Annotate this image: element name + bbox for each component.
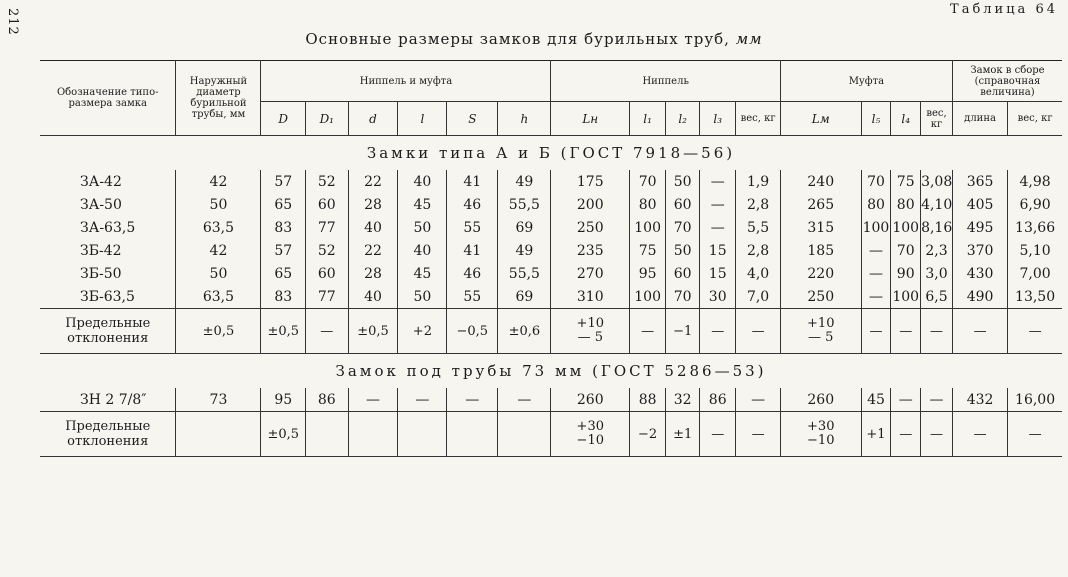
cell-value: 260: [780, 388, 861, 412]
cell-value: —: [447, 388, 498, 412]
cell-value: 63,5: [176, 216, 261, 239]
cell-deviation: [176, 412, 261, 457]
cell-value: 2,8: [736, 239, 781, 262]
dimensions-table: [40, 60, 1062, 457]
row-designation: ЗА-42: [40, 170, 176, 193]
caption-text: Основные размеры замков для бурильных труб,: [305, 30, 736, 48]
cell-value: 49: [498, 170, 551, 193]
cell-value: 405: [952, 193, 1007, 216]
table-label: Таблица 64: [950, 2, 1058, 17]
cell-value: 5,10: [1019, 242, 1051, 259]
lower-deviation: — 5: [808, 330, 834, 345]
cell-value: 90: [891, 262, 921, 285]
col-Lm: Lм: [780, 102, 861, 136]
stacked-value: [577, 317, 604, 345]
cell-deviation: ±0,5: [261, 412, 306, 457]
cell-value: 430: [952, 262, 1007, 285]
cell-value: 370: [952, 239, 1007, 262]
cell-value: 80: [891, 193, 921, 216]
cell-value: 315: [780, 216, 861, 239]
cell-value: 42: [176, 170, 261, 193]
cell-deviation: [348, 412, 398, 457]
cell-value: —: [861, 262, 891, 285]
cell-value: 22: [348, 239, 398, 262]
upper-deviation: +30: [807, 419, 835, 434]
cell-value: 40: [398, 170, 447, 193]
cell-value: 100: [630, 285, 666, 309]
col-l: l: [398, 102, 447, 136]
cell-value: 52: [306, 170, 348, 193]
lower-deviation: −10: [807, 433, 835, 448]
cell-value: —: [498, 388, 551, 412]
cell-value: —: [861, 239, 891, 262]
stacked-value: [577, 420, 604, 448]
cell-value: 70: [630, 170, 666, 193]
cell-deviation: —: [1008, 309, 1062, 354]
cell-deviation: [498, 412, 551, 457]
section1-deviations: [40, 309, 1062, 354]
cell-value: 432: [952, 388, 1007, 412]
deviation-row: [40, 412, 1062, 457]
table-row: [40, 193, 1062, 216]
row-designation: ЗА-63,5: [40, 216, 176, 239]
cell-value: 41: [447, 170, 498, 193]
col-h: h: [498, 102, 551, 136]
deviation-label: Предельные отклонения: [40, 309, 176, 354]
cell-value: 42: [176, 239, 261, 262]
cell-value: 40: [398, 239, 447, 262]
cell-deviation: —: [630, 309, 666, 354]
section-title-73: Замок под трубы 73 мм (ГОСТ 5286—53): [40, 354, 1062, 389]
cell-deviation-stacked: [551, 412, 630, 457]
row-designation: ЗБ-63,5: [40, 285, 176, 309]
cell-deviation: —: [921, 309, 953, 354]
cell-value: 495: [952, 216, 1007, 239]
header-designation: Обозначение типо-размера замка: [40, 61, 176, 136]
row-designation: ЗА-50: [40, 193, 176, 216]
cell-deviation: —: [736, 412, 781, 457]
cell-value: 55: [447, 216, 498, 239]
cell-value: 86: [700, 388, 736, 412]
header-assembled: Замок в сборе (справочная величина): [952, 61, 1062, 102]
cell-value: 50: [666, 239, 700, 262]
cell-value: 15: [700, 262, 736, 285]
cell-value: 60: [306, 262, 348, 285]
cell-value: 1,9: [736, 170, 781, 193]
cell-deviation: —: [891, 309, 921, 354]
cell-value: 265: [780, 193, 861, 216]
cell-value: 50: [398, 216, 447, 239]
cell-value: 45: [398, 262, 447, 285]
cell-deviation: −1: [666, 309, 700, 354]
cell-value: 5,5: [736, 216, 781, 239]
cell-value: 185: [780, 239, 861, 262]
cell-deviation: —: [921, 412, 953, 457]
cell-value: 100: [891, 216, 921, 239]
cell-deviation: [447, 412, 498, 457]
col-l1: l₁: [630, 102, 666, 136]
cell-deviation: +1: [861, 412, 891, 457]
cell-value: 50: [176, 193, 261, 216]
cell-value: 83: [261, 216, 306, 239]
cell-value: 55,5: [498, 262, 551, 285]
cell-value: 6,90: [1019, 196, 1051, 213]
cell-value: 50: [666, 170, 700, 193]
cell-value: 70: [891, 239, 921, 262]
cell-value: 250: [780, 285, 861, 309]
cell-value: 60: [666, 193, 700, 216]
cell-value: —: [921, 388, 953, 412]
cell-deviation: −2: [630, 412, 666, 457]
header-nipple-coupling: Ниппель и муфта: [261, 61, 551, 102]
cell-value: —: [700, 193, 736, 216]
cell-deviation: ±1: [666, 412, 700, 457]
cell-value: 490: [952, 285, 1007, 309]
cell-deviation: ±0,5: [261, 309, 306, 354]
cell-value: 28: [348, 193, 398, 216]
col-D: D: [261, 102, 306, 136]
cell-value: 45: [398, 193, 447, 216]
row-designation: ЗБ-50: [40, 262, 176, 285]
cell-value: 70: [666, 216, 700, 239]
cell-value: 50: [176, 262, 261, 285]
cell-value: 49: [498, 239, 551, 262]
cell-value: 41: [447, 239, 498, 262]
upper-deviation: +10: [807, 316, 835, 331]
cell-value: 2,8: [736, 193, 781, 216]
upper-deviation: +30: [576, 419, 604, 434]
cell-value: 70: [666, 285, 700, 309]
cell-value: 55,5: [498, 193, 551, 216]
cell-value: 80: [861, 193, 891, 216]
cell-value: 6,5: [921, 285, 953, 309]
table-row: [40, 170, 1062, 193]
cell-value: 77: [306, 285, 348, 309]
col-weight-coupling: вес, кг: [921, 102, 953, 136]
col-Ln: Lн: [551, 102, 630, 136]
cell-value: 86: [306, 388, 348, 412]
cell-value: 2,3: [921, 239, 953, 262]
cell-value: 60: [306, 193, 348, 216]
cell-value: —: [398, 388, 447, 412]
lower-deviation: — 5: [577, 330, 603, 345]
cell-value: 57: [261, 239, 306, 262]
cell-value: 30: [700, 285, 736, 309]
table-row: [40, 388, 1062, 412]
col-S: S: [447, 102, 498, 136]
cell-value: 65: [261, 193, 306, 216]
header-outer-diameter: Наружный диаметр бурильной трубы, мм: [176, 61, 261, 136]
cell-deviation: —: [700, 412, 736, 457]
col-weight-total: вес, кг: [1008, 102, 1062, 136]
section-title-a-b: Замки типа А и Б (ГОСТ 7918—56): [40, 136, 1062, 171]
cell-value: 13,66: [1015, 219, 1056, 236]
col-length: длина: [952, 102, 1007, 136]
cell-value: 69: [498, 285, 551, 309]
cell-value: 45: [861, 388, 891, 412]
cell-value: 75: [891, 170, 921, 193]
col-weight-nipple: вес, кг: [736, 102, 781, 136]
cell-value: 220: [780, 262, 861, 285]
cell-value: 310: [551, 285, 630, 309]
cell-value: 4,10: [921, 193, 953, 216]
col-l4: l₄: [891, 102, 921, 136]
section2-rows: [40, 388, 1062, 412]
cell-value: 100: [891, 285, 921, 309]
col-l2: l₂: [666, 102, 700, 136]
cell-value: 70: [861, 170, 891, 193]
cell-value: 7,00: [1019, 265, 1051, 282]
cell-deviation-stacked: [780, 309, 861, 354]
cell-value: —: [700, 170, 736, 193]
cell-value: 365: [952, 170, 1007, 193]
cell-deviation: —: [952, 309, 1007, 354]
cell-value: 15: [700, 239, 736, 262]
deviation-row: [40, 309, 1062, 354]
cell-value: 52: [306, 239, 348, 262]
cell-value: 175: [551, 170, 630, 193]
col-d: d: [348, 102, 398, 136]
deviation-label: Предельные отклонения: [40, 412, 176, 457]
col-l3: l₃: [700, 102, 736, 136]
table-row: [40, 239, 1062, 262]
cell-value: 60: [666, 262, 700, 285]
cell-deviation: —: [700, 309, 736, 354]
table-row: [40, 216, 1062, 239]
cell-deviation: ±0,5: [176, 309, 261, 354]
cell-value: 55: [447, 285, 498, 309]
table-caption: [0, 30, 1068, 48]
cell-deviation: —: [736, 309, 781, 354]
row-designation: ЗБ-42: [40, 239, 176, 262]
caption-unit: мм: [735, 30, 763, 48]
cell-value: 7,0: [736, 285, 781, 309]
cell-value: 13,50: [1015, 288, 1056, 305]
table-row: [40, 285, 1062, 309]
cell-deviation: —: [306, 309, 348, 354]
cell-deviation-stacked: [551, 309, 630, 354]
cell-deviation: −0,5: [447, 309, 498, 354]
cell-value: 40: [348, 285, 398, 309]
cell-value: 73: [176, 388, 261, 412]
cell-value: 77: [306, 216, 348, 239]
page-number: 212: [5, 8, 20, 36]
cell-value: 57: [261, 170, 306, 193]
cell-value: 69: [498, 216, 551, 239]
cell-value: 50: [398, 285, 447, 309]
cell-deviation: —: [891, 412, 921, 457]
cell-value: 3,0: [921, 262, 953, 285]
cell-value: 83: [261, 285, 306, 309]
cell-value: 75: [630, 239, 666, 262]
cell-value: 63,5: [176, 285, 261, 309]
cell-value: —: [736, 388, 781, 412]
cell-value: 22: [348, 170, 398, 193]
cell-value: 4,98: [1019, 173, 1051, 190]
cell-deviation: [398, 412, 447, 457]
upper-deviation: +10: [576, 316, 604, 331]
cell-value: 260: [551, 388, 630, 412]
cell-value: 46: [447, 193, 498, 216]
cell-value: 100: [630, 216, 666, 239]
cell-value: 88: [630, 388, 666, 412]
cell-value: 80: [630, 193, 666, 216]
cell-value: 4,0: [736, 262, 781, 285]
stacked-value: [807, 420, 834, 448]
cell-value: 235: [551, 239, 630, 262]
cell-value: 28: [348, 262, 398, 285]
cell-deviation: ±0,6: [498, 309, 551, 354]
cell-deviation: —: [1008, 412, 1062, 457]
cell-value: 240: [780, 170, 861, 193]
cell-deviation: ±0,5: [348, 309, 398, 354]
section2-deviations: [40, 412, 1062, 457]
cell-value: 16,00: [1015, 391, 1056, 408]
stacked-value: [807, 317, 834, 345]
cell-value: —: [348, 388, 398, 412]
cell-deviation: —: [952, 412, 1007, 457]
cell-value: 65: [261, 262, 306, 285]
cell-value: 32: [666, 388, 700, 412]
table-row: [40, 262, 1062, 285]
cell-deviation: [306, 412, 348, 457]
cell-deviation-stacked: [780, 412, 861, 457]
col-l5: l₅: [861, 102, 891, 136]
cell-value: —: [700, 216, 736, 239]
cell-value: 40: [348, 216, 398, 239]
col-D1: D₁: [306, 102, 348, 136]
cell-value: 3,08: [921, 170, 953, 193]
section1-rows: [40, 170, 1062, 309]
header-coupling: Муфта: [780, 61, 952, 102]
cell-value: 95: [630, 262, 666, 285]
cell-value: 270: [551, 262, 630, 285]
lower-deviation: −10: [576, 433, 604, 448]
cell-value: 200: [551, 193, 630, 216]
cell-value: 100: [861, 216, 891, 239]
cell-value: —: [891, 388, 921, 412]
cell-value: 46: [447, 262, 498, 285]
cell-value: 250: [551, 216, 630, 239]
cell-value: 8,16: [921, 216, 953, 239]
cell-deviation: +2: [398, 309, 447, 354]
cell-deviation: —: [861, 309, 891, 354]
cell-value: 95: [261, 388, 306, 412]
header-nipple: Ниппель: [551, 61, 780, 102]
row-designation: ЗН 2 7/8″: [40, 388, 176, 412]
cell-value: —: [861, 285, 891, 309]
